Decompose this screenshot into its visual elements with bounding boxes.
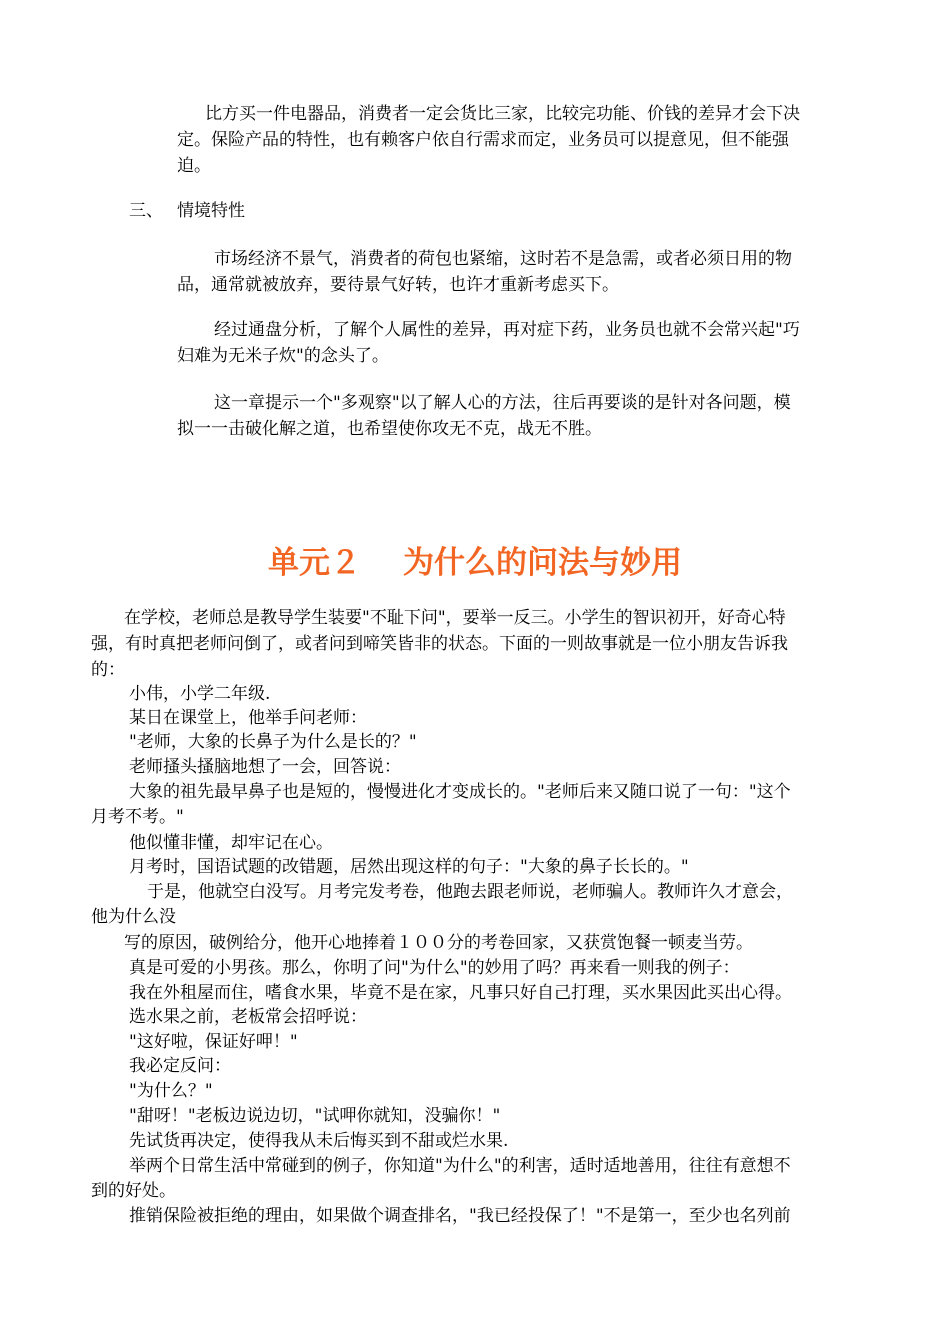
- para4-line-1: 这一章提示一个"多观察"以了解人心的方法，往后再要谈的是针对各问题，模: [214, 393, 791, 413]
- para3-line-1: 经过通盘分析，了解个人属性的差异，再对症下药，业务员也就不会常兴起"巧: [214, 320, 800, 340]
- body-line-23: 举两个日常生活中常碰到的例子，你知道"为什么"的利害，适时适地善用，往往有意想不: [129, 1156, 791, 1176]
- body-line-24: 到的好处。: [91, 1181, 176, 1201]
- para2-line-2: 品，通常就被放弃，要待景气好转，也许才重新考虑买下。: [177, 275, 619, 295]
- body-line-5: 某日在课堂上，他举手问老师：: [129, 708, 367, 728]
- body-line-7: 老师搔头搔脑地想了一会，回答说：: [129, 757, 401, 777]
- section-title: 情境特性: [177, 201, 245, 221]
- body-line-15: 真是可爱的小男孩。那么，你明了问"为什么"的妙用了吗？再来看一则我的例子：: [129, 958, 740, 978]
- para4-line-2: 拟一一击破化解之道，也希望使你攻无不克，战无不胜。: [177, 419, 602, 439]
- body-line-19: 我必定反问：: [129, 1056, 231, 1076]
- body-line-13: 他为什么没: [91, 907, 176, 927]
- body-line-4: 小伟，小学二年级.: [129, 684, 271, 704]
- unit-heading: [0, 537, 950, 582]
- para3-line-2: 妇难为无米子炊"的念头了。: [177, 346, 389, 366]
- body-line-20: "为什么？": [129, 1081, 213, 1101]
- body-line-2: 强，有时真把老师问倒了，或者问到啼笑皆非的状态。下面的一则故事就是一位小朋友告诉我: [91, 634, 788, 654]
- para1-line-1: 比方买一件电器品，消费者一定会货比三家，比较完功能、价钱的差异才会下决: [205, 104, 800, 124]
- para1-line-3: 迫。: [177, 156, 211, 176]
- para2-line-1: 市场经济不景气，消费者的荷包也紧缩，这时若不是急需，或者必须日用的物: [214, 249, 792, 269]
- body-line-1: 在学校，老师总是教导学生装要"不耻下问"，要举一反三。小学生的智识初开，好奇心特: [124, 608, 786, 628]
- section-number: 三、: [129, 201, 163, 221]
- body-line-17: 选水果之前，老板常会招呼说：: [129, 1007, 367, 1027]
- body-line-12: 于是，他就空白没写。月考完发考卷，他跑去跟老师说，老师骗人。教师许久才意会，: [147, 882, 793, 902]
- body-line-14: 写的原因，破例给分，他开心地捧着１００分的考卷回家，又获赏饱餐一顿麦当劳。: [124, 933, 753, 953]
- body-line-25: 推销保险被拒绝的理由，如果做个调查排名，"我已经投保了！"不是第一，至少也名列前: [129, 1206, 791, 1226]
- body-line-11: 月考时，国语试题的改错题，居然出现这样的句子："大象的鼻子长长的。": [129, 857, 689, 877]
- body-line-3: 的：: [91, 660, 125, 680]
- body-line-6: "老师，大象的长鼻子为什么是长的？": [129, 732, 417, 752]
- body-line-10: 他似懂非懂，却牢记在心。: [129, 833, 333, 853]
- body-line-18: "这好啦，保证好呷！": [129, 1032, 298, 1052]
- para1-line-2: 定。保险产品的特性，也有赖客户依自行需求而定，业务员可以提意见，但不能强: [177, 130, 789, 150]
- body-line-8: 大象的祖先最早鼻子也是短的，慢慢进化才变成长的。"老师后来又随口说了一句："这个: [129, 782, 791, 802]
- body-line-16: 我在外租屋而住，嗜食水果，毕竟不是在家，凡事只好自己打理，买水果因此买出心得。: [129, 983, 792, 1003]
- body-line-21: "甜呀！"老板边说边切，"试呷你就知，没骗你！": [129, 1106, 501, 1126]
- body-line-9: 月考不考。": [91, 807, 184, 827]
- unit-label: 单元２: [268, 545, 361, 581]
- unit-title: 为什么的问法与妙用: [403, 545, 682, 581]
- body-line-22: 先试货再决定，使得我从未后悔买到不甜或烂水果.: [129, 1131, 509, 1151]
